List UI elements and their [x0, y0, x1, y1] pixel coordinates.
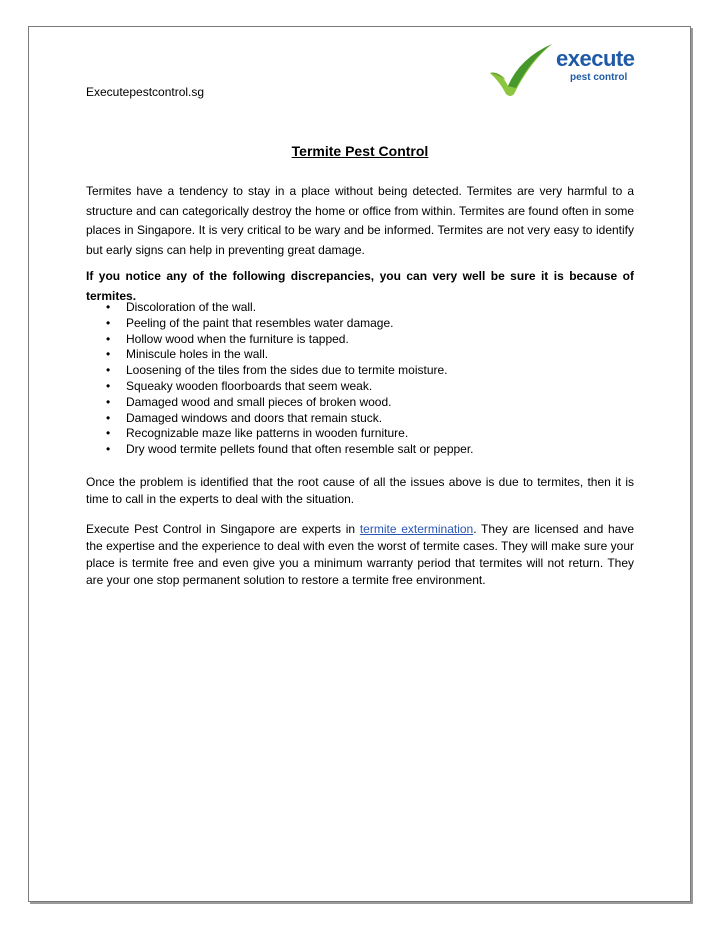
list-item: • Damaged windows and doors that remain stuck. [106, 410, 383, 425]
bullet-icon: • [106, 315, 111, 330]
logo-subtitle: pest control [570, 72, 628, 83]
bullet-icon: • [106, 410, 111, 425]
intro-paragraph: Termites have a tendency to stay in a place without being detected. Termites are very harmful to a structure and can categorically destroy the home or office from within. Termites are found often in some places in Singapore. It is very critical to be wary and be informed. Termites are not very easy to identify but early signs can help in preventing great damage. [86, 184, 634, 257]
list-item: • Squeaky wooden floorboards that seem weak. [106, 378, 373, 393]
list-item: • Hollow wood when the furniture is tapped. [106, 331, 349, 346]
bullet-icon: • [106, 378, 111, 393]
termite-extermination-link[interactable]: termite extermination [359, 522, 474, 536]
site-name: Executepestcontrol.sg [86, 85, 205, 99]
page-title: Termite Pest Control [291, 143, 429, 159]
bullet-icon: • [106, 331, 111, 346]
bullet-icon: • [106, 347, 111, 362]
company-logo [486, 40, 636, 100]
company-paragraph: Execute Pest Control in Singapore are experts in termite extermination. They are licensed and have the expertise and the experience to deal with even the worst of termite cases. They will make sure your place is termite free and even give you a minimum warranty period that termites will not return. They are your one stop permanent solution to restore a termite free environment. [86, 522, 634, 587]
bullet-icon: • [106, 300, 111, 314]
bullet-icon: • [106, 442, 111, 457]
list-item: • Miniscule holes in the wall. [106, 347, 269, 362]
bullet-icon: • [106, 426, 111, 441]
logo-wordmark: execute [556, 46, 635, 71]
list-item: • Dry wood termite pellets found that often resemble salt or pepper. [106, 442, 474, 457]
bold-notice: If you notice any of the following discrepancies, you can very well be sure it is because of termites. [86, 269, 634, 303]
list-item: • Recognizable maze like patterns in wooden furniture. [106, 426, 409, 441]
list-item: • Discoloration of the wall. [106, 300, 257, 314]
list-item: • Loosening of the tiles from the sides due to termite moisture. [106, 363, 448, 378]
bullet-icon: • [106, 394, 111, 409]
experts-paragraph: Once the problem is identified that the root cause of all the issues above is due to termites, then it is time to call in the experts to deal with the situation. [86, 475, 634, 506]
green-checkmark-leaf-icon [486, 40, 556, 100]
bullet-icon: • [106, 363, 111, 378]
list-item: • Damaged wood and small pieces of broken wood. [106, 394, 392, 409]
signs-list [86, 300, 634, 458]
list-item: • Peeling of the paint that resembles water damage. [106, 315, 394, 330]
